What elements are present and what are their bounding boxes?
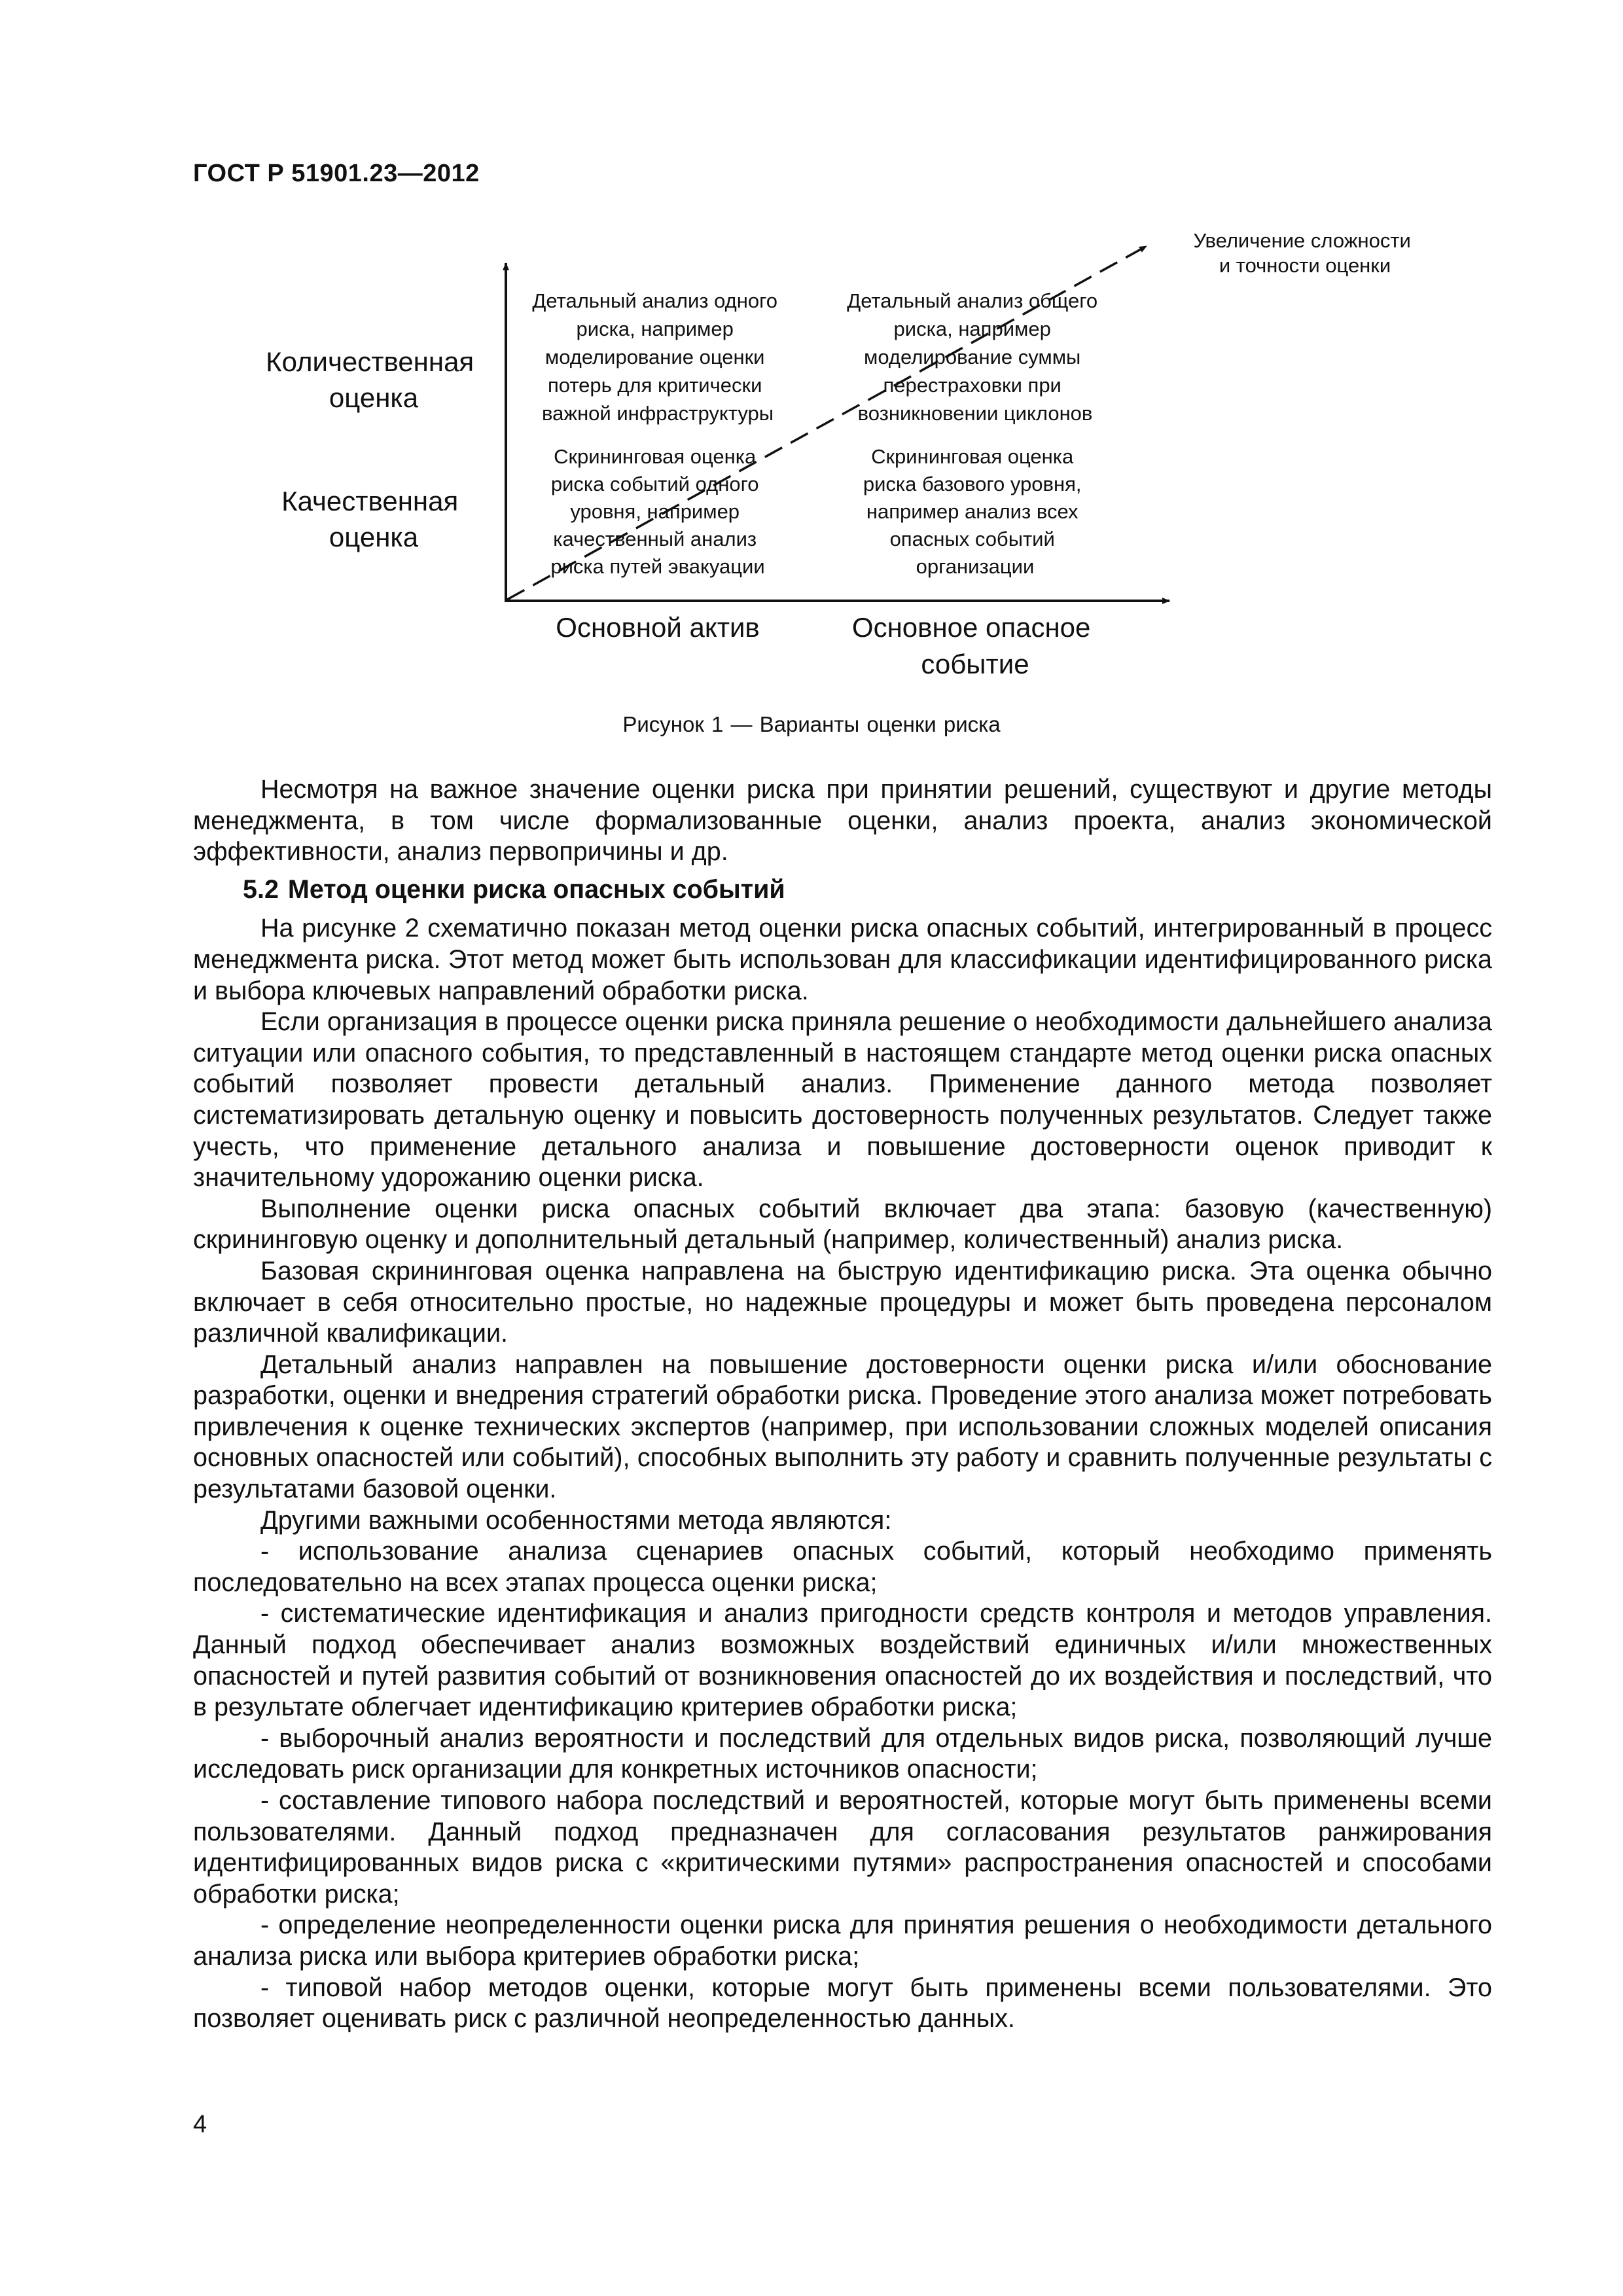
section-heading (193, 874, 1492, 906)
y-label-qualitative (281, 486, 466, 552)
list-item: - типовой набор методов оценки, которые могут быть применены всеми пользователями. Это позволяет оценивать риск с различной неопределенностью данных. (193, 1973, 1492, 2034)
cell-line: перестраховки при (883, 374, 1061, 397)
cell-detailed-single-risk (532, 289, 783, 425)
list-item: - составление типового набора последствий и вероятностей, которые могут быть применены всеми пользователями. Данный подход предназначен для согласования результатов ранжирования идентифицированных видов риска с «критическими путями» распространения опасностей и способами обработки риска; (193, 1786, 1492, 1909)
complexity-label (1194, 229, 1417, 277)
body-text (193, 774, 1492, 2035)
complexity-label-line: и точности оценки (1219, 254, 1391, 277)
y-label-line: Количественная (266, 346, 474, 377)
cell-line: например анализ всех (866, 500, 1079, 523)
y-label-line: оценка (329, 382, 419, 413)
paragraph: Детальный анализ направлен на повышение достоверности оценки риска и/или обоснование разработки, оценки и внедрения стратегий обработки риска. Проведение этого анализа может потребовать привлечения к оценке технических экспертов (например, при использовании сложных моделей описания основных опасностей или событий), способных выполнить эту работу и сравнить полученные результаты с результатами базовой оценки. (193, 1350, 1492, 1504)
cell-line: риска событий одного (550, 473, 759, 495)
list-item: - определение неопределенности оценки риска для принятия решения о необходимости детального анализа риска или выбора критериев обработки риска; (193, 1910, 1492, 1971)
cell-line: Детальный анализ общего (847, 289, 1098, 312)
paragraph: Если организация в процессе оценки риска приняла решение о необходимости дальнейшего анализа ситуации или опасного события, то представленный в настоящем стандарте метод оценки риска опасных событий позволяет провести детальный анализ. Применение данного метода позволяет систематизировать детальную оценку и повысить достоверность полученных результатов. Следует также учесть, что применение детального анализа и повышение достоверности оценок приводит к значительному удорожанию оценки риска. (193, 1007, 1492, 1193)
cell-line: моделирование суммы (864, 346, 1081, 368)
risk-assessment-variants-diagram (0, 0, 1623, 746)
cell-line: возникновении циклонов (857, 402, 1093, 425)
document-code-header: ГОСТ Р 51901.23—2012 (193, 160, 480, 187)
x-label-main-hazard-event (852, 612, 1098, 679)
cell-line: риска, например (576, 317, 734, 340)
cell-line: моделирование оценки (544, 346, 765, 368)
cell-line: риска путей эвакуации (550, 555, 765, 578)
list-item: - использование анализа сценариев опасных событий, который необходимо применять последовательно на всех этапах процесса оценки риска; (193, 1537, 1492, 1597)
cell-screening-base-level (863, 445, 1087, 578)
cell-line: опасных событий (889, 528, 1055, 550)
paragraph: Другими важными особенностями метода являются: (260, 1505, 892, 1535)
list-item: - выборочный анализ вероятности и последствий для отдельных видов риска, позволяющий лучше исследовать риск организации для конкретных источников опасности; (193, 1723, 1492, 1784)
list-item: - систематические идентификация и анализ пригодности средств контроля и методов управления. Данный подход обеспечивает анализ возможных воздействий единичных и/или множественных опасностей и путей развития событий от возникновения опасностей до их воздействия и последствий, что в результате облегчает идентификацию критериев обработки риска; (193, 1599, 1492, 1722)
complexity-label-line: Увеличение сложности (1193, 229, 1411, 252)
paragraph: Базовая скрининговая оценка направлена на быструю идентификацию риска. Эта оценка обычно включает в себя относительно простые, но надежные процедуры и может быть проведена персоналом различной квалификации. (193, 1256, 1492, 1348)
cell-line: риска базового уровня, (863, 473, 1082, 495)
cell-line: уровня, например (570, 500, 740, 523)
intro-paragraph: Несмотря на важное значение оценки риска при принятии решений, существуют и другие методы менеджмента, в том числе формализованные оценки, анализ проекта, анализ экономической эффективности, анализ первопричины и др. (193, 775, 1492, 867)
x-label-main-asset (556, 612, 759, 643)
x-label-line: Основное опасное (851, 612, 1091, 643)
y-label-line: Качественная (281, 486, 459, 516)
y-label-quantitative (266, 346, 482, 413)
figure-caption: Рисунок 1 — Варианты оценки риска (622, 712, 1001, 736)
page-number: 4 (193, 2111, 207, 2138)
x-label-line: Основной актив (556, 612, 760, 643)
x-label-line: событие (921, 649, 1029, 679)
cell-line: Скрининговая оценка (871, 445, 1074, 468)
cell-line: важной инфраструктуры (541, 402, 774, 425)
cell-line: риска, например (893, 317, 1051, 340)
cell-line: организации (916, 555, 1035, 578)
paragraph: Выполнение оценки риска опасных событий включает два этапа: базовую (качественную) скрининговую оценку и дополнительный детальный (например, количественный) анализ риска. (193, 1194, 1492, 1255)
section-title: Метод оценки риска опасных событий (287, 874, 785, 904)
cell-line: Скрининговая оценка (554, 445, 757, 468)
y-label-line: оценка (329, 522, 419, 552)
cell-detailed-general-risk (847, 289, 1103, 425)
cell-line: потерь для критически (547, 374, 762, 397)
cell-line: Детальный анализ одного (532, 289, 777, 312)
paragraph: На рисунке 2 схематично показан метод оценки риска опасных событий, интегрированный в процесс менеджмента риска. Этот метод может быть использован для классификации идентифицированного риска и выбора ключевых направлений обработки риска. (193, 914, 1492, 1005)
cell-line: качественный анализ (553, 528, 757, 550)
cell-screening-single-level (550, 445, 764, 578)
section-number: 5.2 (243, 874, 279, 904)
